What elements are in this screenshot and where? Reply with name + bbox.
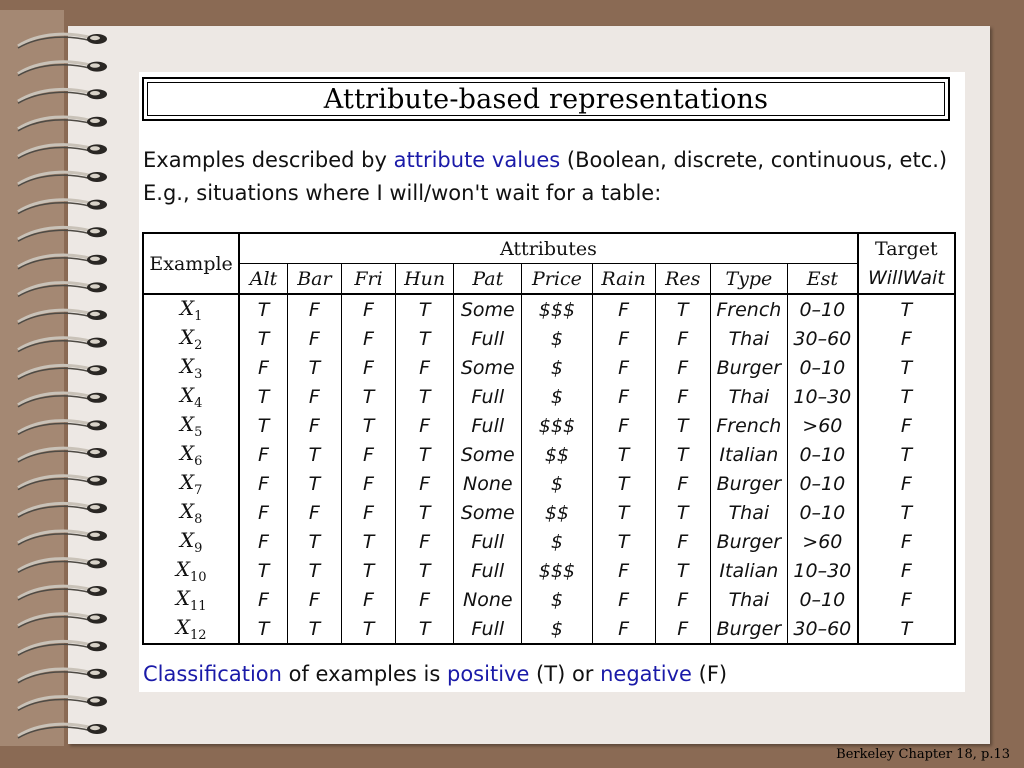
table-cell: F [592, 353, 655, 382]
table-cell: T [341, 382, 395, 411]
negative-term: negative [600, 662, 692, 686]
table-cell: Thai [710, 324, 787, 353]
table-cell: F [592, 556, 655, 585]
example-id: $X_9$ [143, 527, 239, 556]
table-cell: $ [522, 324, 592, 353]
table-row [143, 294, 955, 324]
table-row [143, 382, 955, 411]
table-row [143, 353, 955, 382]
col-header: Bar [287, 264, 341, 295]
intro-text-end: (Boolean, discrete, continuous, etc.) [560, 148, 948, 172]
table-cell: F [287, 585, 341, 614]
slide-title-box [142, 77, 950, 121]
col-header: Rain [592, 264, 655, 295]
table-cell: F [258, 356, 269, 379]
col-header: Price [522, 264, 592, 295]
classification-text: (T) or [529, 662, 601, 686]
table-row [143, 614, 955, 644]
col-header: Type [710, 264, 787, 295]
table-cell: Some [454, 294, 522, 324]
table-cell: T [239, 614, 287, 644]
classification-text: of examples is [281, 662, 447, 686]
target-cell: T [858, 498, 955, 527]
table-row [143, 585, 955, 614]
example-id: $X_4$ [143, 382, 239, 411]
example-id: $X_6$ [143, 440, 239, 469]
table-cell: T [592, 498, 655, 527]
table-cell: T [287, 353, 341, 382]
table-cell: F [341, 469, 395, 498]
table-cell: 0–10 [787, 440, 857, 469]
table-cell: F [396, 411, 454, 440]
table-cell: Some [454, 498, 522, 527]
target-cell: F [858, 324, 955, 353]
table-cell: F [592, 382, 655, 411]
table-cell: F [341, 294, 395, 324]
table-cell: F [258, 443, 269, 466]
table-cell: F [341, 353, 395, 382]
example-id: $X_{11}$ [143, 585, 239, 614]
intro-text: Examples described by [143, 148, 394, 172]
table-cell: F [341, 324, 395, 353]
table-cell: F [287, 411, 341, 440]
table-cell: $$ [522, 498, 592, 527]
table-cell: Thai [710, 382, 787, 411]
table-cell: $ [522, 585, 592, 614]
example-header: Example [143, 233, 239, 294]
col-header: Fri [341, 264, 395, 295]
target-cell: T [858, 440, 955, 469]
table-cell: F [396, 469, 454, 498]
table-cell: T [287, 527, 341, 556]
table-row [143, 440, 955, 469]
table-cell: 10–30 [787, 382, 857, 411]
col-header: Hun [396, 264, 454, 295]
table-cell: F [655, 324, 710, 353]
col-header-target: WillWait [858, 264, 955, 295]
table-cell: T [396, 556, 454, 585]
example-id: $X_5$ [143, 411, 239, 440]
table-cell: $$$ [522, 411, 592, 440]
table-cell: Full [454, 382, 522, 411]
target-header: Target [858, 233, 955, 264]
table-cell: Burger [710, 527, 787, 556]
table-cell: French [710, 294, 787, 324]
table-cell: $ [522, 353, 592, 382]
table-cell: F [396, 527, 454, 556]
table-cell: F [592, 294, 655, 324]
table-cell: 0–10 [787, 585, 857, 614]
table-cell: $ [522, 527, 592, 556]
table-cell: T [341, 411, 395, 440]
target-cell: F [858, 556, 955, 585]
target-cell: F [858, 585, 955, 614]
table-cell: T [257, 414, 270, 437]
table-cell: T [257, 385, 270, 408]
table-cell: French [710, 411, 787, 440]
table-cell: 0–10 [787, 469, 857, 498]
table-cell: $$$ [522, 556, 592, 585]
table-cell: T [592, 527, 655, 556]
table-cell: T [287, 469, 341, 498]
table-cell: 0–10 [787, 353, 857, 382]
table-cell: 0–10 [787, 498, 857, 527]
table-cell: T [341, 527, 395, 556]
target-cell: T [858, 614, 955, 644]
example-id: $X_{12}$ [143, 614, 239, 644]
target-cell: T [858, 353, 955, 382]
table-cell: 30–60 [787, 324, 857, 353]
spiral-binding-icon [0, 0, 120, 768]
table-cell: F [592, 411, 655, 440]
example-id: $X_7$ [143, 469, 239, 498]
table-cell: T [592, 440, 655, 469]
target-cell: T [858, 294, 955, 324]
slide-title: Attribute-based representations [323, 83, 769, 115]
table-cell: F [655, 353, 710, 382]
classification-line [143, 662, 727, 686]
table-cell: $$$ [522, 294, 592, 324]
table-cell: F [287, 324, 341, 353]
col-header: Est [787, 264, 857, 295]
table-cell: Full [454, 556, 522, 585]
table-cell: T [396, 498, 454, 527]
target-cell: F [858, 527, 955, 556]
table-cell: F [341, 585, 395, 614]
intro-line-2: E.g., situations where I will/won't wait for a table: [143, 181, 662, 205]
table-cell: T [655, 498, 710, 527]
table-cell: F [287, 498, 341, 527]
table-cell: F [396, 585, 454, 614]
example-id: $X_1$ [143, 294, 239, 324]
table-cell: F [655, 585, 710, 614]
table-cell: Full [454, 527, 522, 556]
table-cell: 10–30 [787, 556, 857, 585]
table-cell: F [655, 614, 710, 644]
table-cell: T [655, 440, 710, 469]
table-row [143, 556, 955, 585]
table-cell: Italian [710, 440, 787, 469]
table-cell: F [258, 530, 269, 553]
table-cell: T [257, 559, 270, 582]
slide-content [139, 72, 965, 692]
example-id: $X_{10}$ [143, 556, 239, 585]
example-id: $X_3$ [143, 353, 239, 382]
table-cell: Some [454, 440, 522, 469]
positive-term: positive [447, 662, 530, 686]
table-cell: Burger [710, 614, 787, 644]
table-cell: T [396, 294, 454, 324]
table-row [143, 324, 955, 353]
table-cell: F [592, 324, 655, 353]
table-cell: T [396, 440, 454, 469]
table-cell: T [257, 327, 270, 350]
table-cell: F [592, 614, 655, 644]
examples-table [142, 232, 956, 645]
table-cell: F [655, 469, 710, 498]
attribute-values-term: attribute values [393, 148, 561, 172]
table-cell: 30–60 [787, 614, 857, 644]
table-cell: T [396, 324, 454, 353]
table-cell: T [655, 294, 710, 324]
table-cell: >60 [787, 411, 857, 440]
table-row [143, 469, 955, 498]
table-cell: T [592, 469, 655, 498]
table-cell: Full [454, 324, 522, 353]
table-cell: F [258, 501, 269, 524]
table-cell: F [258, 472, 269, 495]
table-cell: T [396, 614, 454, 644]
attributes-header: Attributes [239, 233, 858, 264]
page-footer: Berkeley Chapter 18, p.13 [836, 747, 1010, 762]
table-cell: Some [454, 353, 522, 382]
table-cell: F [287, 294, 341, 324]
table-cell: T [396, 382, 454, 411]
classification-text: (F) [691, 662, 728, 686]
table-cell: F [287, 382, 341, 411]
example-id: $X_2$ [143, 324, 239, 353]
table-cell: T [287, 614, 341, 644]
table-cell: Burger [710, 353, 787, 382]
table-cell: Full [454, 614, 522, 644]
table-cell: Italian [710, 556, 787, 585]
table-cell: $$ [522, 440, 592, 469]
table-cell: F [655, 527, 710, 556]
table-cell: F [655, 382, 710, 411]
table-cell: Burger [710, 469, 787, 498]
table-cell: F [341, 498, 395, 527]
table-cell: F [396, 353, 454, 382]
table-cell: F [258, 588, 269, 611]
table-cell: T [655, 411, 710, 440]
table-row [143, 411, 955, 440]
col-header: Res [655, 264, 710, 295]
table-row [143, 498, 955, 527]
target-cell: F [858, 469, 955, 498]
table-cell: None [454, 469, 522, 498]
target-cell: T [858, 382, 955, 411]
table-cell: None [454, 585, 522, 614]
table-row [143, 527, 955, 556]
example-id: $X_8$ [143, 498, 239, 527]
col-header: Pat [454, 264, 522, 295]
table-cell: >60 [787, 527, 857, 556]
table-cell: $ [522, 382, 592, 411]
table-cell: 0–10 [787, 294, 857, 324]
table-cell: Thai [710, 585, 787, 614]
table-cell: T [341, 614, 395, 644]
intro-line-1 [143, 148, 947, 172]
table-cell: T [341, 556, 395, 585]
col-header: Alt [239, 264, 287, 295]
table-cell: T [287, 440, 341, 469]
table-cell: T [655, 556, 710, 585]
table-cell: F [341, 440, 395, 469]
table-cell: T [257, 298, 270, 321]
table-cell: $ [522, 469, 592, 498]
table-cell: Thai [710, 498, 787, 527]
table-cell: $ [522, 614, 592, 644]
target-cell: F [858, 411, 955, 440]
classification-term: Classification [143, 662, 282, 686]
table-cell: F [592, 585, 655, 614]
table-cell: T [287, 556, 341, 585]
table-cell: Full [454, 411, 522, 440]
